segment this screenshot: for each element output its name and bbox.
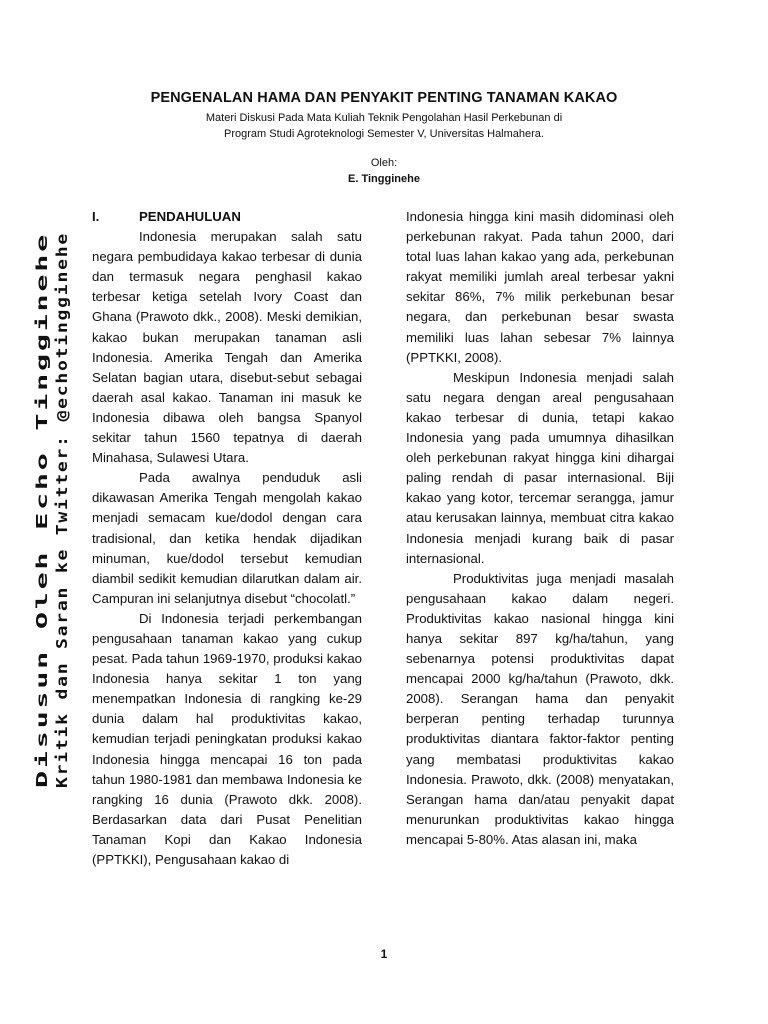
paragraph: Indonesia hingga kini masih didominasi oleh perkebunan rakyat. Pada tahun 2000, dari total luas lahan kakao yang ada, perkebunan rakyat memiliki jumlah areal terbesar yakni sekitar 86%, 7% milik perkebunan besar negara, dan perkebunan besar swasta memiliki luas lahan sebesar 7% lainnya (PPTKKI, 2008). (406, 209, 674, 365)
section-heading (92, 207, 362, 227)
side-note-line-1: Disusun Oleh Echo Tingginehe (33, 484, 51, 788)
paragraph: Pada awalnya penduduk asli dikawasan Amerika Tengah mengolah kakao menjadi semacam kue/dodol dengan cara tradisional, dan ketika hendak dijadikan minuman, kue/dodol tersebut kemudian diambil sedikit kemudian dilarutkan dalam air. Campuran ini selanjutnya disebut “chocolatl.” (92, 470, 362, 606)
side-note-line-2: Kritik dan Saran ke Twitter: @echotingginehe (53, 311, 71, 788)
side-note-svg (30, 232, 74, 788)
section-title: PENDAHULUAN (139, 209, 241, 224)
author-label: Oleh: (370, 157, 398, 169)
paragraph: Indonesia merupakan salah satu negara pembudidaya kakao terbesar di dunia dan termasuk negara penghasil kakao terbesar ketiga setelah Ivory Coast dan Ghana (Prawoto dkk., 2008). Meski demikian, kakao bukan merupakan tanaman asli Indonesia. Amerika Tengah dan Amerika Selatan bagian utara, disebut-sebut sebagai daerah asal kakao. Tanaman ini masuk ke Indonesia dibawa oleh bangsa Spanyol sekitar tahun 1560 tepatnya di daerah Minahasa, Sulawesi Utara. (92, 229, 362, 466)
subtitle-line-1: Materi Diskusi Pada Mata Kuliah Teknik Pengolahan Hasil Perkebunan di (205, 112, 563, 124)
subtitle-line-2: Program Studi Agroteknologi Semester V, Universitas Halmahera. (224, 128, 544, 140)
right-column (406, 207, 674, 850)
author-name: E. Tingginehe (348, 173, 420, 185)
page-number: 1 (380, 947, 388, 961)
section-number: I. (92, 209, 100, 224)
paragraph: Produktivitas juga menjadi masalah pengusahaan kakao dalam negeri. Produktivitas kakao nasional hingga kini hanya sekitar 897 kg/ha/tahun, yang sebenarnya potensi produktivitas dapat mencapai 2000 kg/ha/tahun (Prawoto, dkk. 2008). Serangan hama dan penyakit berperan penting terhadap turunnya produktivitas diantara faktor-faktor penting yang membatasi produktivitas kakao Indonesia. Prawoto, dkk. (2008) menyatakan, Serangan hama dan/atau penyakit dapat menurunkan produktivitas kakao hingga mencapai 5-80%. Atas alasan ini, maka (406, 570, 674, 847)
left-column (92, 207, 362, 870)
page-title: PENGENALAN HAMA DAN PENYAKIT PENTING TANAMAN KAKAO (150, 90, 618, 106)
side-note (30, 232, 74, 788)
paragraph: Di Indonesia terjadi perkembangan pengusahaan tanaman kakao yang cukup pesat. Pada tahun 1969-1970, produksi kakao Indonesia hanya sekitar 1 ton yang menempatkan Indonesia di rangking ke-29 dunia dalam hal produktivitas kakao, kemudian terjadi peningkatan produksi kakao Indonesia hingga mencapai 16 ton pada tahun 1980-1981 dan membawa Indonesia ke rangking 16 dunia (Prawoto dkk. 2008). Berdasarkan data dari Pusat Penelitian Tanaman Kopi dan Kakao Indonesia (PPTKKI), Pengusahaan kakao di (92, 610, 362, 867)
paragraph: Meskipun Indonesia menjadi salah satu negara dengan areal pengusahaan kakao terbesar di dunia, tetapi kakao Indonesia yang pada umumnya dihasilkan oleh perkebunan rakyat hingga kini dihargai paling rendah di pasar internasional. Biji kakao yang kotor, tercemar serangga, jamur atau kerusakan lainnya, membuat citra kakao Indonesia menjadi kurang baik di pasar internasional. (406, 369, 674, 566)
